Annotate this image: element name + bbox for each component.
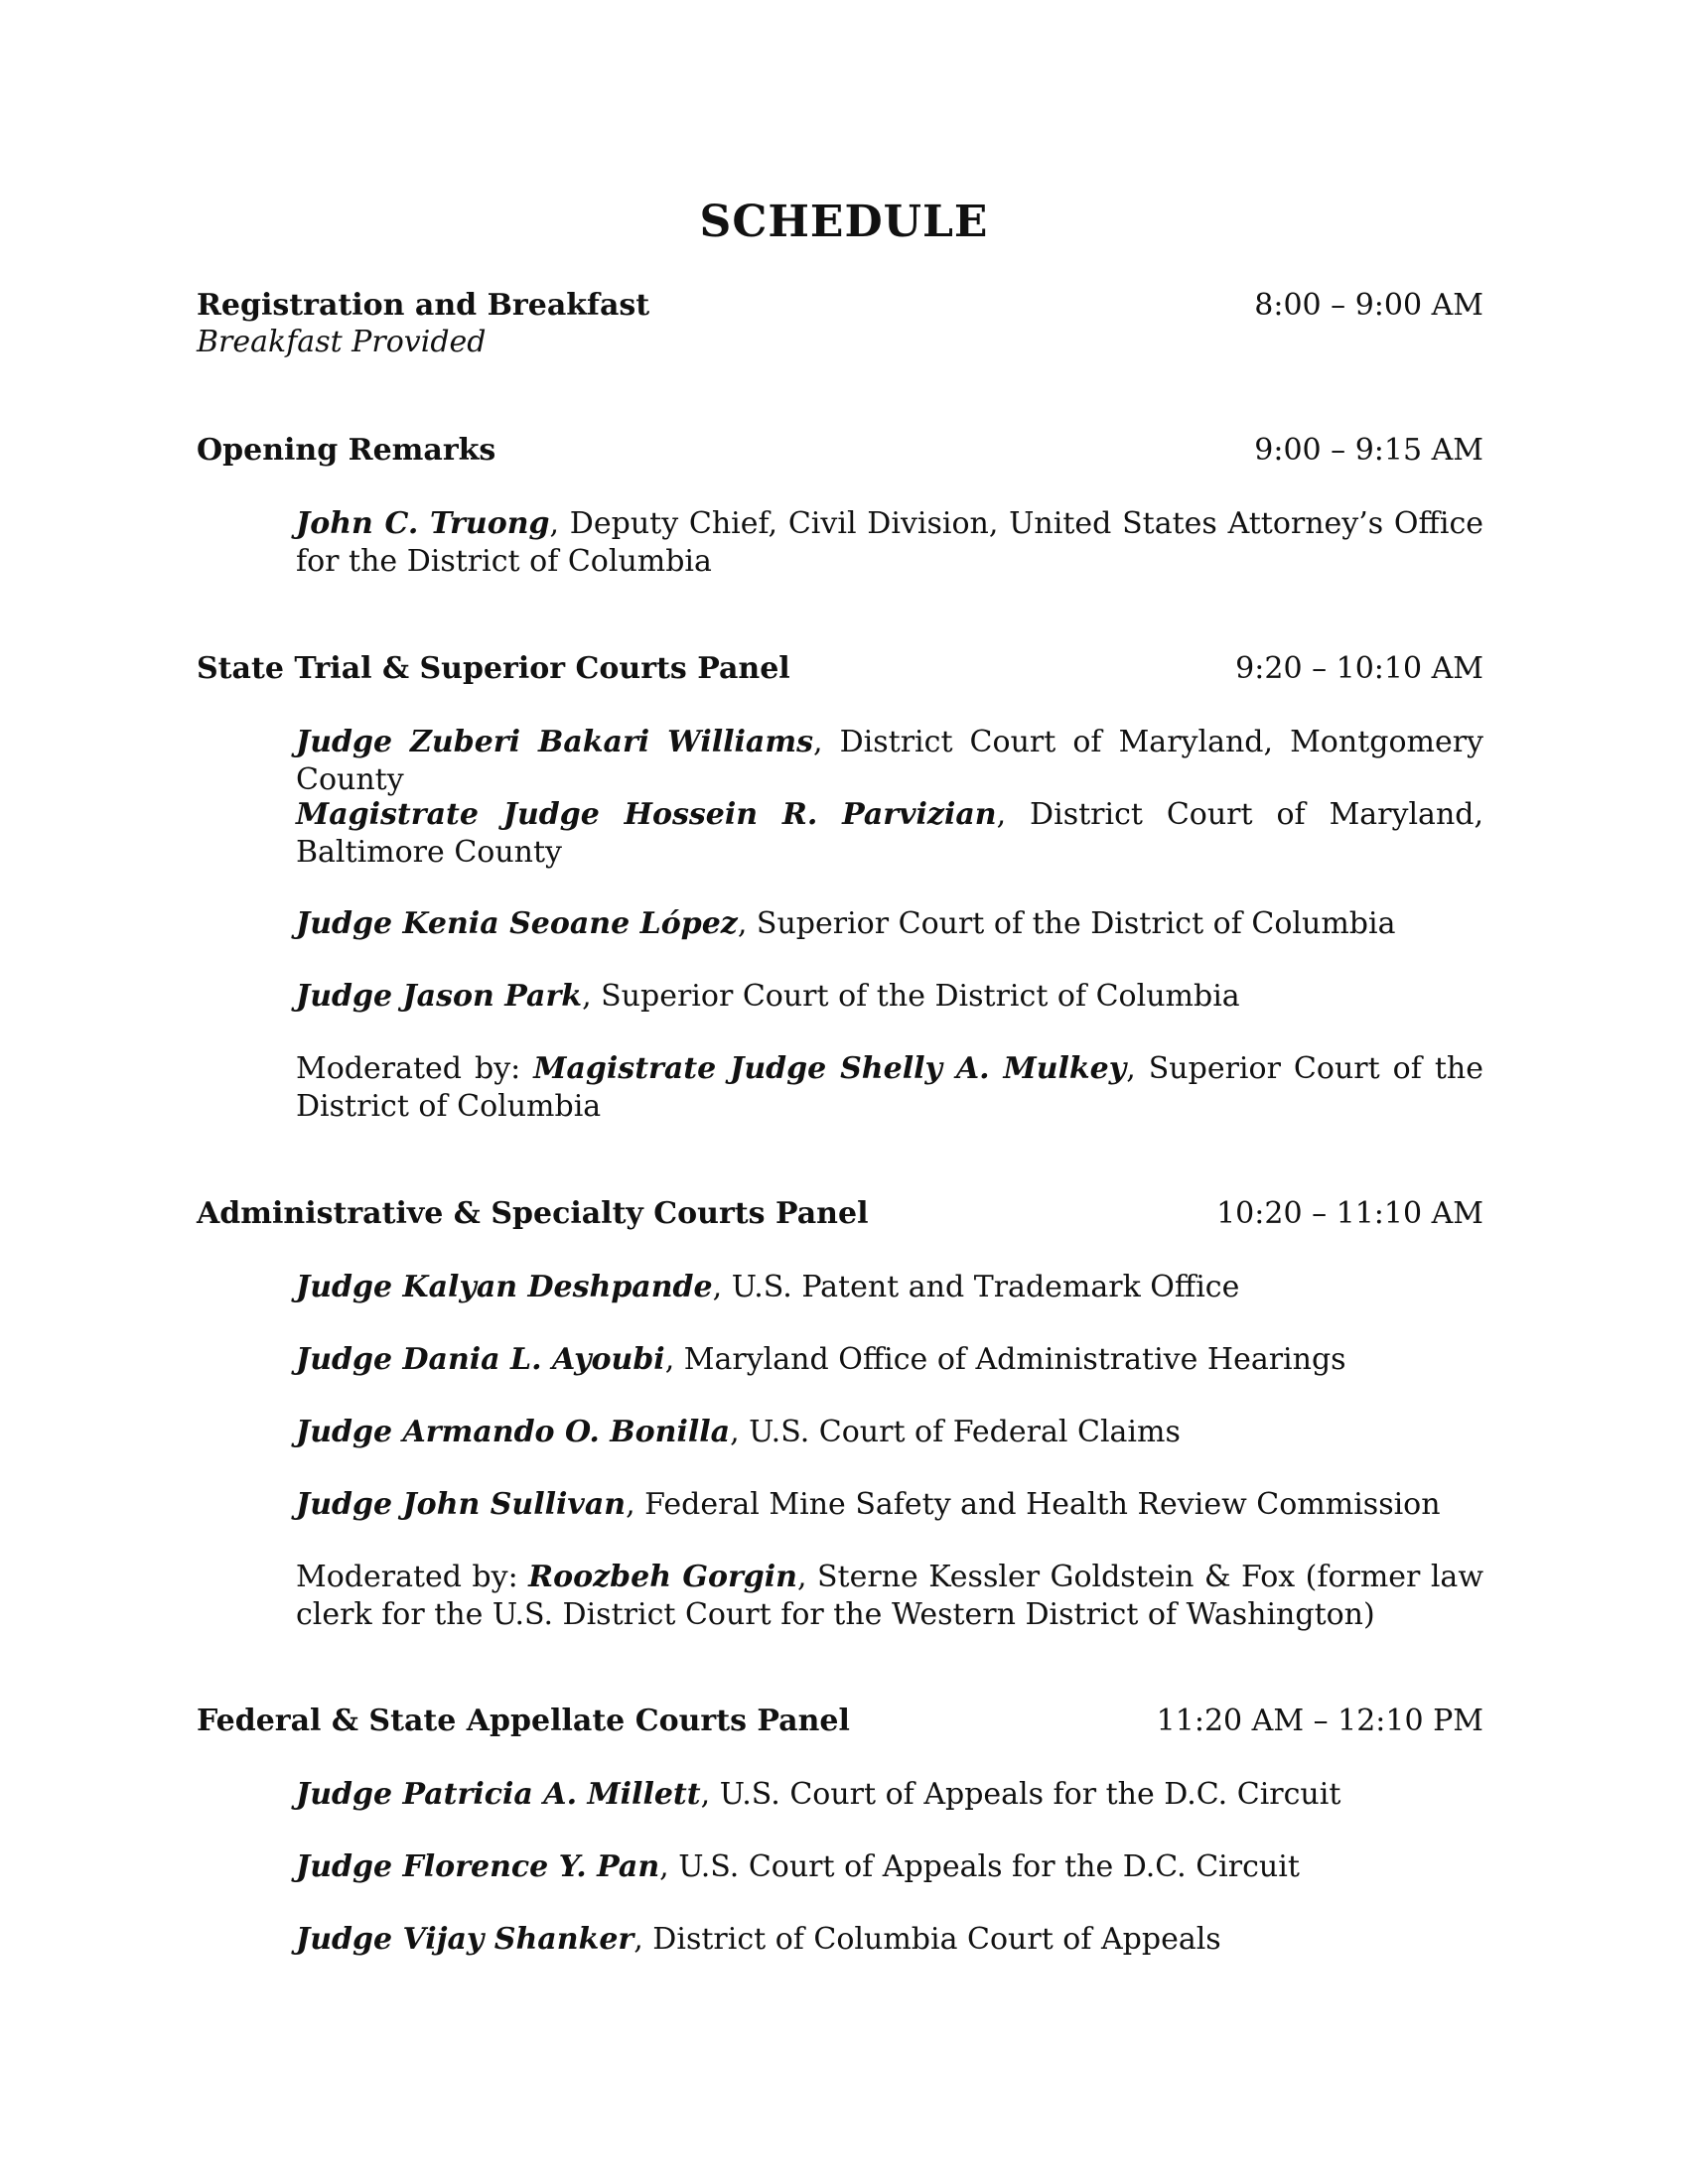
speaker-affiliation: , U.S. Patent and Trademark Office bbox=[712, 1270, 1240, 1304]
speaker-entry bbox=[296, 724, 1483, 799]
speaker-name: Judge Kalyan Deshpande bbox=[296, 1270, 713, 1304]
section-appellate-panel bbox=[197, 1704, 1483, 1743]
section-registration bbox=[197, 288, 1483, 360]
moderator-name: Roozbeh Gorgin bbox=[528, 1560, 797, 1594]
section-state-trial-panel bbox=[197, 651, 1483, 691]
speaker-entry bbox=[296, 1414, 1483, 1451]
speaker-affiliation: , District Court of Maryland, Montgomery County bbox=[296, 725, 1483, 797]
section-time: 9:00 – 9:15 AM bbox=[1254, 433, 1483, 468]
speaker-entry bbox=[296, 1269, 1483, 1306]
speaker-entry bbox=[296, 1921, 1483, 1959]
speaker-entry bbox=[296, 796, 1483, 872]
speaker-name: John C. Truong bbox=[296, 506, 550, 541]
speaker-affiliation: , District Court of Maryland, Baltimore County bbox=[296, 797, 1483, 870]
speaker-entry bbox=[296, 905, 1483, 943]
section-time: 10:20 – 11:10 AM bbox=[1216, 1196, 1483, 1231]
page-title: SCHEDULE bbox=[699, 197, 989, 247]
speaker-affiliation: , Superior Court of the District of Columbia bbox=[582, 979, 1240, 1014]
speaker-name: Judge Armando O. Bonilla bbox=[296, 1415, 731, 1449]
moderator-entry bbox=[296, 1559, 1483, 1634]
section-title: Registration and Breakfast bbox=[197, 288, 650, 323]
moderator-name: Magistrate Judge Shelly A. Mulkey bbox=[533, 1051, 1127, 1086]
speaker-affiliation: , District of Columbia Court of Appeals bbox=[633, 1922, 1221, 1957]
speaker-entry bbox=[296, 1848, 1483, 1886]
speaker-name: Judge Vijay Shanker bbox=[296, 1922, 634, 1957]
speaker-entry bbox=[296, 1486, 1483, 1524]
speaker-affiliation: , Superior Court of the District of Columbia bbox=[737, 906, 1396, 941]
section-title: Administrative & Specialty Courts Panel bbox=[197, 1196, 869, 1231]
speaker-affiliation: , Deputy Chief, Civil Division, United States Attorney’s Office for the District of Columbia bbox=[296, 506, 1483, 579]
speaker-affiliation: , U.S. Court of Appeals for the D.C. Circuit bbox=[700, 1777, 1341, 1812]
speaker-name: Judge John Sullivan bbox=[296, 1487, 627, 1522]
moderator-entry bbox=[296, 1050, 1483, 1126]
section-time: 11:20 AM – 12:10 PM bbox=[1156, 1704, 1483, 1738]
section-administrative-panel bbox=[197, 1196, 1483, 1236]
section-opening-remarks bbox=[197, 433, 1483, 473]
speaker-entry bbox=[296, 505, 1483, 581]
section-subtitle: Breakfast Provided bbox=[197, 325, 487, 359]
speaker-entry bbox=[296, 1341, 1483, 1379]
moderator-prefix: Moderated by: bbox=[296, 1560, 529, 1594]
section-time: 8:00 – 9:00 AM bbox=[1254, 288, 1483, 323]
section-title: Federal & State Appellate Courts Panel bbox=[197, 1704, 850, 1738]
section-time: 9:20 – 10:10 AM bbox=[1235, 651, 1483, 686]
speaker-name: Magistrate Judge Hossein R. Parvizian bbox=[296, 797, 997, 832]
speaker-name: Judge Zuberi Bakari Williams bbox=[296, 725, 813, 759]
moderator-affiliation: , Sterne Kessler Goldstein & Fox (former law clerk for the U.S. District Court for the Western District of Washington) bbox=[296, 1560, 1483, 1632]
speaker-name: Judge Kenia Seoane López bbox=[296, 906, 738, 941]
section-title: Opening Remarks bbox=[197, 433, 496, 468]
section-title: State Trial & Superior Courts Panel bbox=[197, 651, 790, 686]
speaker-entry bbox=[296, 1776, 1483, 1814]
speaker-name: Judge Dania L. Ayoubi bbox=[296, 1342, 665, 1377]
speaker-affiliation: , Maryland Office of Administrative Hearings bbox=[664, 1342, 1346, 1377]
speaker-affiliation: , U.S. Court of Federal Claims bbox=[730, 1415, 1181, 1449]
speaker-entry bbox=[296, 978, 1483, 1016]
speaker-name: Judge Patricia A. Millett bbox=[296, 1777, 701, 1812]
speaker-affiliation: , Federal Mine Safety and Health Review Commission bbox=[626, 1487, 1441, 1522]
speaker-name: Judge Jason Park bbox=[296, 979, 583, 1014]
speaker-name: Judge Florence Y. Pan bbox=[296, 1849, 660, 1884]
moderator-affiliation: , Superior Court of the District of Columbia bbox=[296, 1051, 1483, 1124]
moderator-prefix: Moderated by: bbox=[296, 1051, 534, 1086]
speaker-affiliation: , U.S. Court of Appeals for the D.C. Circuit bbox=[659, 1849, 1300, 1884]
